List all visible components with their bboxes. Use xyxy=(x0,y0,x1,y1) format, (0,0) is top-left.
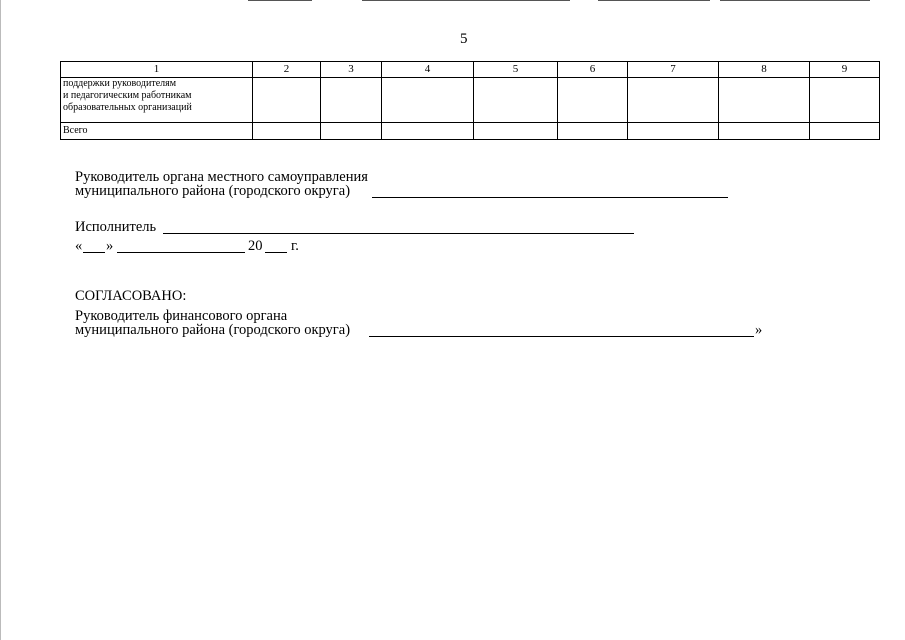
date-year-line[interactable] xyxy=(265,252,287,253)
row-label-line: и педагогическим работникам xyxy=(63,90,192,101)
executor-signature-line[interactable] xyxy=(163,233,634,234)
empty-cell[interactable] xyxy=(810,123,880,140)
column-header: 2 xyxy=(253,62,321,78)
column-header: 7 xyxy=(628,62,719,78)
empty-cell[interactable] xyxy=(719,123,810,140)
top-edge-line-3 xyxy=(598,0,710,1)
empty-cell[interactable] xyxy=(253,123,321,140)
empty-cell[interactable] xyxy=(628,78,719,123)
date-day-line[interactable] xyxy=(83,252,105,253)
column-header: 6 xyxy=(558,62,628,78)
table-row xyxy=(61,78,880,123)
empty-cell[interactable] xyxy=(382,123,474,140)
empty-cell[interactable] xyxy=(474,78,558,123)
head-title-line1: Руководитель органа местного самоуправления xyxy=(75,169,368,185)
column-header: 5 xyxy=(474,62,558,78)
empty-cell[interactable] xyxy=(719,78,810,123)
row-label-line: Всего xyxy=(63,125,88,136)
empty-cell[interactable] xyxy=(558,123,628,140)
row-label-cell xyxy=(61,78,253,123)
column-header: 1 xyxy=(61,62,253,78)
column-header: 9 xyxy=(810,62,880,78)
page-number: 5 xyxy=(460,31,468,47)
approval-line1: Руководитель финансового органа xyxy=(75,308,288,324)
date-year-suffix: г. xyxy=(291,238,299,254)
empty-cell[interactable] xyxy=(628,123,719,140)
table-row-total xyxy=(61,123,880,140)
column-header: 3 xyxy=(321,62,382,78)
top-edge-line-4 xyxy=(720,0,870,1)
date-open-quote: « xyxy=(75,238,83,254)
approval-signature-line[interactable] xyxy=(369,336,754,337)
page-left-edge xyxy=(0,0,1,640)
empty-cell[interactable] xyxy=(558,78,628,123)
head-signature-line[interactable] xyxy=(372,197,728,198)
approval-heading: СОГЛАСОВАНО: xyxy=(75,288,187,304)
data-table xyxy=(60,61,880,140)
empty-cell[interactable] xyxy=(382,78,474,123)
empty-cell[interactable] xyxy=(321,78,382,123)
empty-cell[interactable] xyxy=(321,123,382,140)
head-title-line2: муниципального района (городского округа) xyxy=(75,183,351,199)
empty-cell[interactable] xyxy=(810,78,880,123)
empty-cell[interactable] xyxy=(474,123,558,140)
date-close-quote: » xyxy=(106,238,114,254)
row-label-line: образовательных организаций xyxy=(63,102,192,113)
executor-label: Исполнитель xyxy=(75,219,157,235)
column-header: 4 xyxy=(382,62,474,78)
row-label-cell xyxy=(61,123,253,140)
empty-cell[interactable] xyxy=(253,78,321,123)
date-year-prefix: 20 xyxy=(248,238,263,254)
date-month-line[interactable] xyxy=(117,252,245,253)
row-label-line: поддержки руководителям xyxy=(63,78,177,89)
top-edge-line-2 xyxy=(362,0,570,1)
approval-line2: муниципального района (городского округа) xyxy=(75,322,351,338)
table-header-row xyxy=(61,62,880,78)
approval-closing-quote: » xyxy=(755,322,763,338)
column-header: 8 xyxy=(719,62,810,78)
top-edge-line-1 xyxy=(248,0,312,1)
